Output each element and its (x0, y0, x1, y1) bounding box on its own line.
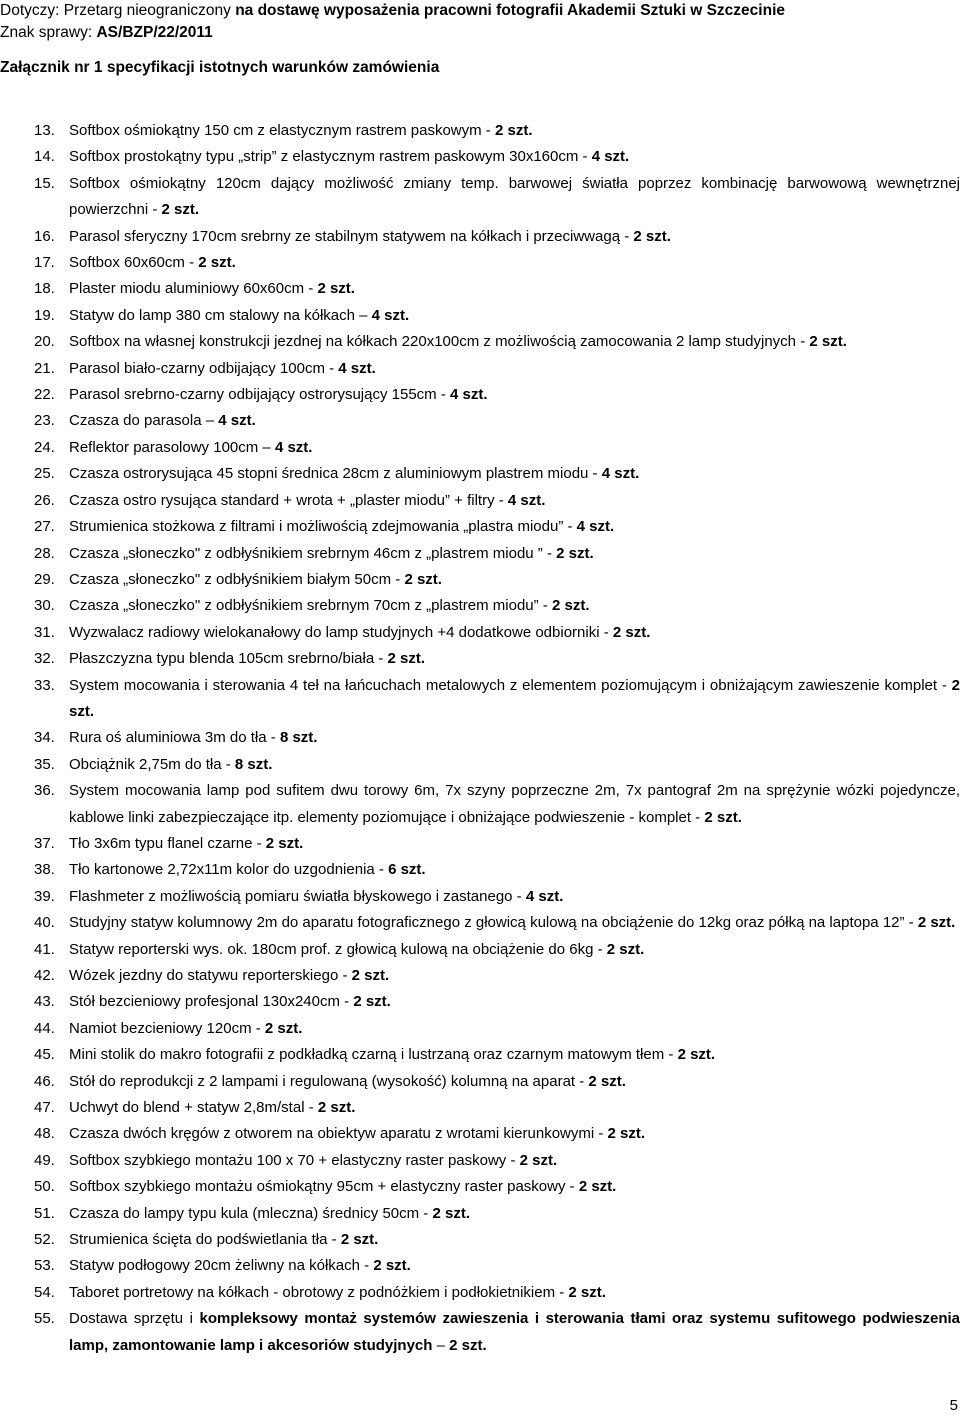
list-item (0, 356, 960, 382)
item-quantity: 4 szt. (218, 412, 256, 430)
item-description: Softbox szybkiego montażu 100 x 70 + elastyczny raster paskowy - (69, 1151, 520, 1169)
item-description: Płaszczyzna typu blenda 105cm srebrno/biała - (69, 650, 388, 668)
item-number: 24. (34, 438, 55, 456)
list-item (0, 963, 960, 989)
item-quantity: 6 szt. (388, 861, 426, 879)
item-text (69, 1042, 960, 1068)
item-number: 32. (34, 650, 55, 668)
item-quantity: 2 szt. (519, 1151, 558, 1169)
item-number: 53. (34, 1257, 55, 1275)
header-subject-line (0, 1, 785, 21)
item-quantity: 2 szt. (551, 597, 590, 615)
list-item (0, 593, 960, 619)
item-number: 19. (34, 306, 55, 324)
list-item (0, 250, 960, 276)
list-item (0, 144, 960, 170)
list-item (0, 1201, 960, 1227)
list-item (0, 1148, 960, 1174)
list-item (0, 382, 960, 408)
item-number: 33. (34, 676, 55, 694)
item-description: Czasza ostro rysująca standard + wrota + „plaster miodu” + filtry - (69, 491, 508, 509)
item-quantity: 4 szt. (274, 438, 313, 456)
item-description: Czasza „słoneczko" z odbłyśnikiem srebrnym 70cm z „plastrem miodu” - (69, 597, 552, 615)
item-text (69, 831, 960, 857)
item-text (69, 224, 960, 250)
item-text (69, 937, 960, 963)
item-description: Czasza do lampy typu kula (mleczna) średnicy 50cm - (69, 1204, 433, 1222)
item-number: 30. (34, 597, 55, 615)
item-number: 13. (34, 122, 55, 139)
item-number: 42. (34, 967, 55, 984)
list-item (0, 1042, 960, 1068)
item-number: 46. (34, 1072, 55, 1090)
item-text (69, 725, 960, 751)
item-description: Softbox ośmiokątny 120cm dający możliwość zmiany temp. barwowej światła poprzez kombinację barwowową wewnętrznej powierzchni - (69, 174, 960, 219)
item-text (69, 1227, 960, 1253)
item-description: Softbox 60x60cm - (69, 254, 199, 272)
list-item (0, 541, 960, 567)
item-quantity: 2 szt. (69, 676, 960, 720)
item-text (69, 963, 960, 989)
item-description: Statyw do lamp 380 cm stalowy na kółkach – (69, 306, 372, 324)
item-text (69, 646, 960, 672)
item-quantity: 2 szt. (677, 1046, 716, 1064)
item-text (69, 356, 960, 382)
item-description: Statyw reporterski wys. ok. 180cm prof. z głowicą kulową na obciążenie do 6kg - (69, 940, 607, 958)
list-item (0, 567, 960, 593)
item-description: Tło kartonowe 2,72x11m kolor do uzgodnienia - (69, 861, 389, 879)
item-description: Czasza „słoneczko" z odbłyśnikiem białym 50cm - (69, 570, 405, 588)
list-item (0, 1306, 960, 1359)
item-number: 39. (34, 887, 55, 905)
list-item (0, 171, 960, 224)
item-description: System mocowania i sterowania 4 teł na łańcuchach metalowych z elementem poziomującym i obniżającym zawieszenie komplet - (69, 676, 952, 694)
item-description: Statyw podłogowy 20cm żeliwny na kółkach - (69, 1257, 374, 1275)
list-item (0, 408, 960, 434)
item-text (69, 1280, 960, 1306)
item-number: 36. (34, 782, 55, 800)
list-item (0, 435, 960, 461)
item-description: Softbox prostokątny typu „strip” z elastycznym rastrem paskowym 30x160cm - (69, 148, 592, 166)
item-text (69, 989, 960, 1015)
item-quantity: 2 szt. (387, 650, 426, 668)
item-number: 49. (34, 1151, 55, 1169)
item-text (69, 514, 960, 540)
item-quantity: 2 szt. (340, 1231, 379, 1249)
item-description: Plaster miodu aluminiowy 60x60cm - (69, 280, 318, 298)
item-number: 35. (34, 755, 55, 773)
item-description: System mocowania lamp pod sufitem dwu torowy 6m, 7x szyny poprzeczne 2m, 7x pantograf 2m na sprężynie wózki pojedyncze, kablowe linki zabezpieczające itp. elementy poziomujące i obniżające podwieszenie - komplet - (69, 782, 960, 826)
item-text (69, 408, 960, 434)
item-number: 52. (34, 1231, 55, 1249)
item-description: Uchwyt do blend + statyw 2,8m/stal - (69, 1099, 318, 1117)
item-text (69, 884, 960, 910)
item-quantity: 2 szt. (351, 967, 390, 984)
item-text (69, 1148, 960, 1174)
item-quantity: 8 szt. (279, 729, 318, 747)
item-description: Stół bezcieniowy profesjonal 130x240cm - (69, 993, 354, 1011)
list-item (0, 276, 960, 302)
item-description: Czasza „słoneczko" z odbłyśnikiem srebrnym 46cm z „plastrem miodu ” - (69, 544, 557, 562)
item-text (69, 329, 960, 355)
list-item (0, 778, 960, 831)
item-text (69, 910, 960, 936)
list-item (0, 1174, 960, 1200)
item-quantity: 2 szt. (704, 808, 742, 826)
item-quantity: 4 szt. (371, 306, 410, 324)
item-quantity: 2 szt. (633, 227, 671, 245)
item-text (69, 461, 960, 487)
list-item (0, 1121, 960, 1147)
item-text (69, 276, 960, 302)
item-text (69, 435, 960, 461)
list-item (0, 118, 960, 144)
item-description: Softbox na własnej konstrukcji jezdnej na kółkach 220x100cm z możliwością zamocowania 2 lamp studyjnych - (69, 333, 810, 351)
item-quantity: 2 szt. (449, 1336, 487, 1354)
header-attachment-title: Załącznik nr 1 specyfikacji istotnych warunków zamówienia (0, 59, 440, 76)
item-number: 45. (34, 1046, 55, 1064)
item-description: Obciążnik 2,75m do tła - (69, 755, 235, 773)
item-number: 37. (34, 834, 55, 852)
item-quantity: 4 szt. (525, 887, 564, 905)
item-text (69, 250, 960, 276)
item-description: Stół do reprodukcji z 2 lampami i regulowaną (wysokość) kolumną na aparat - (69, 1072, 589, 1090)
list-item (0, 1253, 960, 1279)
item-text (69, 1095, 960, 1121)
item-quantity: 2 szt. (317, 1099, 356, 1117)
item-quantity: 2 szt. (556, 544, 594, 562)
item-description: Tło 3x6m typu flanel czarne - (69, 834, 266, 852)
list-item (0, 1227, 960, 1253)
header-subject-title: na dostawę wyposażenia pracowni fotografii Akademii Sztuki w Szczecinie (235, 2, 785, 19)
item-description: Flashmeter z możliwością pomiaru światła błyskowego i zastanego - (69, 887, 526, 905)
item-quantity: 4 szt. (338, 359, 376, 377)
item-number: 54. (34, 1283, 55, 1301)
list-item (0, 673, 960, 726)
item-quantity: 2 szt. (198, 254, 236, 272)
equipment-list (0, 118, 960, 1359)
item-number: 22. (34, 386, 55, 404)
item-number: 48. (34, 1125, 55, 1143)
header-case-prefix: Znak sprawy: (0, 24, 97, 41)
item-number: 44. (34, 1019, 55, 1037)
item-quantity: 4 szt. (507, 491, 546, 509)
list-item (0, 752, 960, 778)
header-subject-prefix: Dotyczy: Przetarg nieograniczony (0, 2, 236, 19)
list-item (0, 224, 960, 250)
item-description: Wyzwalacz radiowy wielokanałowy do lamp studyjnych +4 dodatkowe odbiorniki - (69, 623, 613, 641)
item-text (69, 1201, 960, 1227)
item-text (69, 593, 960, 619)
item-quantity: 4 szt. (449, 386, 488, 404)
item-description: Softbox szybkiego montażu ośmiokątny 95cm + elastyczny raster paskowy - (69, 1178, 579, 1196)
item-text (69, 303, 960, 329)
list-item (0, 857, 960, 883)
item-text (69, 171, 960, 224)
item-number: 51. (34, 1204, 55, 1222)
item-description: Parasol biało-czarny odbijający 100cm - (69, 359, 339, 377)
item-text (69, 488, 960, 514)
item-description: Czasza ostrorysująca 45 stopni średnica 28cm z aluminiowym plastrem miodu - (69, 465, 602, 483)
item-number: 34. (34, 729, 55, 747)
item-text (69, 1016, 960, 1042)
item-number: 29. (34, 570, 55, 588)
item-number: 38. (34, 861, 55, 879)
item-number: 23. (34, 412, 55, 430)
item-number: 55. (34, 1310, 55, 1328)
item-text (69, 1174, 960, 1200)
list-item (0, 303, 960, 329)
item-quantity: 2 szt. (612, 623, 651, 641)
item-text (69, 673, 960, 726)
item-quantity: 2 szt. (317, 280, 355, 298)
list-item (0, 1016, 960, 1042)
item-number: 15. (34, 174, 55, 192)
item-description: Reflektor parasolowy 100cm – (69, 438, 275, 456)
item-quantity: 2 szt. (494, 122, 533, 139)
item-quantity: 8 szt. (234, 755, 273, 773)
item-text (69, 118, 960, 144)
item-description: Studyjny statyw kolumnowy 2m do aparatu fotograficznego z głowicą kulową na obciążenie do 12kg oraz półką na laptopa 12” - (69, 914, 918, 932)
item-text (69, 1121, 960, 1147)
item-number: 18. (34, 280, 55, 298)
list-item (0, 989, 960, 1015)
item-text (69, 1069, 960, 1095)
item-number: 47. (34, 1099, 55, 1117)
item-text (69, 778, 960, 831)
page-number: 5 (949, 1397, 958, 1414)
item-quantity: 2 szt. (917, 914, 956, 932)
item-text (69, 144, 960, 170)
item-text (69, 1253, 960, 1279)
item-quantity: 2 szt. (606, 940, 645, 958)
item-text (69, 567, 960, 593)
item-description: Strumienica ścięta do podświetlania tła - (69, 1231, 341, 1249)
item-number: 40. (34, 914, 55, 932)
item-text (69, 382, 960, 408)
item-description: Czasza dwóch kręgów z otworem na obiektyw aparatu z wrotami kierunkowymi - (69, 1125, 608, 1143)
item-text (69, 857, 960, 883)
item-number: 14. (34, 148, 55, 166)
item-number: 27. (34, 518, 55, 536)
item-description-tail: – (432, 1336, 450, 1354)
list-item (0, 884, 960, 910)
item-number: 50. (34, 1178, 55, 1196)
item-description: Softbox ośmiokątny 150 cm z elastycznym rastrem paskowym - (69, 122, 495, 139)
item-number: 20. (34, 333, 55, 351)
item-text (69, 620, 960, 646)
item-number: 31. (34, 623, 55, 641)
item-quantity: 4 szt. (576, 518, 615, 536)
list-item (0, 329, 960, 355)
item-quantity: 2 szt. (161, 201, 200, 219)
list-item (0, 646, 960, 672)
item-description: Strumienica stożkowa z filtrami i możliwością zdejmowania „plastra miodu” - (69, 518, 577, 536)
list-item (0, 725, 960, 751)
item-description: Mini stolik do makro fotografii z podkładką czarną i lustrzaną oraz czarnym matowym tłem - (69, 1046, 678, 1064)
list-item (0, 910, 960, 936)
list-item (0, 514, 960, 540)
item-description: Wózek jezdny do statywu reporterskiego - (69, 967, 352, 984)
item-quantity: 4 szt. (591, 148, 630, 166)
list-item (0, 831, 960, 857)
list-item (0, 1095, 960, 1121)
header-case-number: AS/BZP/22/2011 (96, 24, 213, 41)
item-number: 17. (34, 254, 55, 272)
item-number: 21. (34, 359, 55, 377)
item-quantity: 2 szt. (373, 1257, 411, 1275)
item-description: Czasza do parasola – (69, 412, 219, 430)
item-description: Parasol srebrno-czarny odbijający ostrorysujący 155cm - (69, 386, 450, 404)
item-quantity: 2 szt. (264, 1019, 303, 1037)
item-quantity: 2 szt. (578, 1178, 617, 1196)
item-description-bold: kompleksowy montaż systemów zawieszenia i sterowania tłami oraz systemu sufitowego podwieszenia lamp, zamontowanie lamp i akcesoriów studyjnych (69, 1310, 960, 1354)
list-item (0, 488, 960, 514)
item-description: Namiot bezcieniowy 120cm - (69, 1019, 265, 1037)
list-item (0, 937, 960, 963)
item-number: 16. (34, 227, 55, 245)
item-number: 26. (34, 491, 55, 509)
item-quantity: 2 szt. (568, 1283, 606, 1301)
list-item (0, 620, 960, 646)
item-description: Rura oś aluminiowa 3m do tła - (69, 729, 280, 747)
item-quantity: 2 szt. (404, 570, 442, 588)
item-quantity: 2 szt. (588, 1072, 626, 1090)
item-quantity: 2 szt. (353, 993, 391, 1011)
list-item (0, 461, 960, 487)
item-quantity: 2 szt. (607, 1125, 646, 1143)
list-item (0, 1280, 960, 1306)
item-text (69, 752, 960, 778)
item-description: Taboret portretowy na kółkach - obrotowy z podnóżkiem i podłokietnikiem - (69, 1283, 569, 1301)
list-item (0, 1069, 960, 1095)
item-text (69, 541, 960, 567)
header-case-line (0, 23, 213, 43)
item-quantity: 2 szt. (265, 834, 304, 852)
item-number: 41. (34, 940, 55, 958)
item-number: 43. (34, 993, 55, 1011)
item-text (69, 1306, 960, 1359)
item-quantity: 4 szt. (601, 465, 640, 483)
item-description: Parasol sferyczny 170cm srebrny ze stabilnym statywem na kółkach i przeciwwagą - (69, 227, 634, 245)
item-number: 25. (34, 465, 55, 483)
item-quantity: 2 szt. (432, 1204, 470, 1222)
item-description: Dostawa sprzętu i (69, 1310, 200, 1328)
item-number: 28. (34, 544, 55, 562)
item-quantity: 2 szt. (809, 333, 847, 351)
